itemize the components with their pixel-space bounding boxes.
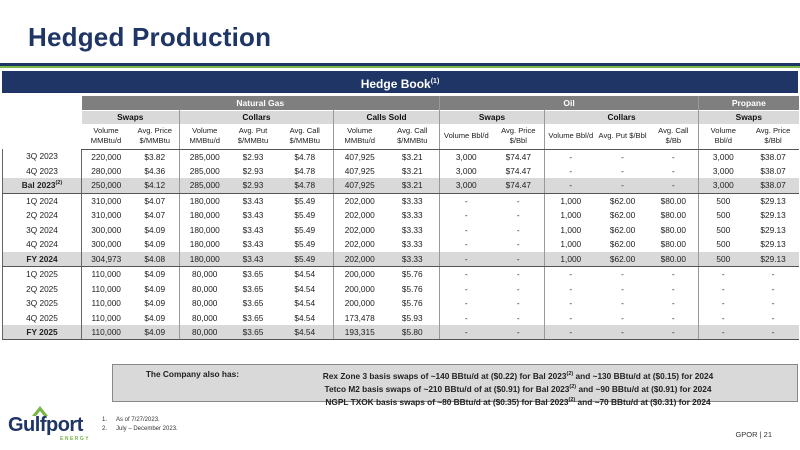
logo-subtitle: ENERGY (60, 436, 91, 442)
table-cell: $29.13 (760, 239, 786, 250)
table-cell: $3.43 (230, 252, 277, 267)
table-cell: 407,925 (344, 166, 375, 177)
hedge-book-rows (3, 149, 799, 340)
table-cell: $3.43 (242, 239, 264, 250)
group-natural-gas: Natural Gas (82, 96, 440, 110)
table-cell: $4.54 (277, 267, 334, 282)
table-cell: $4.54 (277, 311, 334, 326)
table-cell: - (440, 325, 493, 340)
table-cell: - (621, 283, 624, 294)
table-cell: - (545, 178, 597, 193)
table-cell: - (440, 252, 493, 267)
table-cell: 110,000 (91, 283, 121, 294)
table-cell: - (464, 312, 468, 323)
table-row (3, 311, 799, 326)
table-cell: $2.93 (242, 151, 264, 162)
table-cell: $29.13 (760, 195, 786, 206)
table-cell: - (621, 298, 624, 309)
table-cell: - (464, 239, 468, 250)
note-text: NGPL TXOK basis swaps of ~80 BBtu/d at ($0.35) for Bal 2023 (325, 396, 569, 407)
table-cell: - (621, 312, 624, 323)
table-cell: $5.93 (386, 311, 440, 326)
group-oil: Oil (440, 96, 699, 110)
row-label-text: 3Q 2023 (26, 151, 58, 162)
table-cell: $80.00 (649, 252, 699, 267)
table-cell: 500 (716, 224, 731, 235)
table-cell: - (771, 312, 775, 323)
table-cell: - (621, 269, 624, 280)
table-cell: $4.78 (277, 149, 334, 164)
subgroup-gas-collars: Collars (180, 110, 334, 124)
column-header: Avg. Price $/MMBtu (131, 124, 180, 149)
table-cell: 180,000 (189, 210, 220, 221)
table-cell: 1,000 (560, 224, 582, 235)
table-cell: - (493, 193, 545, 208)
table-cell: - (569, 166, 573, 177)
row-label (3, 267, 82, 282)
group-propane: Propane (699, 96, 799, 110)
table-cell: 500 (716, 239, 731, 250)
table-cell: 300,000 (91, 224, 122, 235)
column-header: Volume MMBtu/d (334, 124, 386, 149)
table-row (3, 208, 799, 223)
row-label (3, 193, 82, 208)
row-label-text: FY 2024 (26, 253, 58, 264)
column-header: Avg. Call $/Bb (649, 124, 699, 149)
table-cell: $62.00 (609, 239, 636, 250)
footnote (102, 425, 178, 434)
subgroup-oil-collars: Collars (545, 110, 699, 124)
table-cell: - (649, 296, 699, 311)
table-cell: 300,000 (91, 239, 122, 250)
table-cell: $38.07 (760, 166, 786, 177)
table-cell: 202,000 (344, 210, 375, 221)
table-cell: - (721, 269, 725, 280)
table-cell: - (597, 178, 649, 193)
table-cell: 200,000 (344, 298, 375, 309)
table-cell: 3,000 (712, 151, 734, 162)
flame-icon (30, 405, 50, 417)
table-cell: - (464, 269, 468, 280)
column-header: Avg. Put $/Bbl (597, 124, 649, 149)
table-cell: - (493, 311, 545, 326)
table-row (3, 296, 799, 311)
table-cell: - (649, 164, 699, 179)
table-subgroup-header-row (3, 110, 799, 124)
table-cell: - (649, 325, 699, 340)
table-cell: $4.09 (131, 222, 180, 237)
table-cell: 80,000 (192, 283, 218, 294)
table-cell: 3,000 (455, 151, 477, 162)
table-cell: $5.49 (277, 193, 334, 208)
table-cell: 180,000 (189, 195, 220, 206)
table-cell: - (721, 283, 725, 294)
table-cell: 80,000 (192, 312, 218, 323)
row-label (3, 149, 82, 164)
table-cell: $80.00 (649, 222, 699, 237)
table-cell: 1,000 (560, 195, 582, 206)
column-header: Avg. Price $/Bbl (748, 124, 799, 149)
note-line (243, 369, 793, 382)
hedge-book-table (2, 96, 799, 340)
table-cell: $38.07 (760, 151, 786, 162)
table-cell: $80.00 (649, 237, 699, 252)
table-cell: 1,000 (560, 210, 582, 221)
row-label (3, 164, 82, 179)
note-line (243, 382, 793, 395)
table-row (3, 222, 799, 237)
subgroup-oil-swaps: Swaps (440, 110, 545, 124)
hedge-book-banner (2, 71, 798, 93)
table-cell: 407,925 (344, 151, 375, 162)
table-cell: $5.76 (386, 296, 440, 311)
table-cell: $3.33 (386, 237, 440, 252)
footnote-number: 1. (102, 417, 108, 423)
table-cell: $74.47 (493, 149, 545, 164)
table-cell: - (569, 283, 573, 294)
column-header: Volume Bbl/d (545, 124, 597, 149)
table-cell: - (569, 151, 573, 162)
row-label (3, 222, 82, 237)
table-cell: $62.00 (609, 195, 636, 206)
column-header: Avg. Price $/Bbl (493, 124, 545, 149)
basis-swaps-note (112, 364, 798, 407)
table-cell: - (649, 149, 699, 164)
column-header: Avg. Put $/MMBtu (230, 124, 277, 149)
table-cell: 304,973 (82, 252, 131, 267)
table-row (3, 237, 799, 252)
column-header: Avg. Call $/MMBtu (277, 124, 334, 149)
row-footnote-ref: (2) (55, 180, 63, 187)
gulfport-logo (8, 414, 91, 442)
table-cell: $5.49 (277, 222, 334, 237)
table-cell: 407,925 (334, 178, 386, 193)
table-cell: 310,000 (91, 195, 122, 206)
table-cell: 220,000 (91, 151, 122, 162)
table-cell: $4.54 (277, 281, 334, 296)
table-cell: 3,000 (440, 178, 493, 193)
table-cell: - (771, 269, 775, 280)
row-label (3, 237, 82, 252)
table-cell: $3.33 (386, 208, 440, 223)
table-cell: $3.43 (242, 210, 264, 221)
row-label (3, 178, 82, 193)
table-cell: $3.43 (242, 224, 264, 235)
row-label (3, 208, 82, 223)
table-cell: - (771, 283, 775, 294)
table-cell: $5.76 (386, 267, 440, 282)
table-cell: 110,000 (91, 312, 121, 323)
column-header: Volume MMBtu/d (82, 124, 131, 149)
table-cell: $3.65 (242, 283, 264, 294)
hedge-book-footnote-ref: (1) (430, 78, 440, 85)
footnote (102, 416, 178, 425)
table-cell: - (649, 281, 699, 296)
note-text: and ~70 BBtu/d at ($0.31) for 2024 (575, 396, 711, 407)
table-cell: 173,478 (344, 312, 375, 323)
column-header: Avg. Call $/MMBtu (386, 124, 440, 149)
table-cell: - (569, 298, 573, 309)
subgroup-gas-swaps: Swaps (82, 110, 180, 124)
row-label (3, 252, 82, 267)
table-cell: $5.49 (277, 252, 334, 267)
hedge-book-label: Hedge Book (360, 77, 431, 91)
table-row (3, 149, 799, 164)
table-cell: $3.65 (242, 298, 264, 309)
table-cell: $4.12 (131, 178, 180, 193)
subgroup-gas-calls-sold: Calls Sold (334, 110, 440, 124)
table-cell: $3.21 (386, 164, 440, 179)
table-cell: $4.08 (131, 252, 180, 267)
table-cell: - (545, 325, 597, 340)
table-cell: $4.09 (131, 296, 180, 311)
table-cell: $4.09 (131, 237, 180, 252)
table-cell: 1,000 (545, 252, 597, 267)
row-label (3, 296, 82, 311)
table-cell: - (464, 210, 468, 221)
table-cell: - (699, 325, 748, 340)
table-cell: $4.36 (131, 164, 180, 179)
table-cell: $62.00 (597, 252, 649, 267)
table-cell: $38.07 (748, 178, 799, 193)
table-cell: $3.43 (242, 195, 264, 206)
table-cell: 500 (716, 210, 731, 221)
table-cell: $74.47 (493, 164, 545, 179)
table-cell: $4.07 (131, 193, 180, 208)
row-label (3, 281, 82, 296)
table-cell: - (748, 325, 799, 340)
table-row (3, 164, 799, 179)
table-cell: 202,000 (344, 195, 375, 206)
table-cell: $3.82 (131, 149, 180, 164)
table-cell: 285,000 (189, 151, 220, 162)
page-title: Hedged Production (28, 22, 272, 52)
table-cell: 110,000 (82, 325, 131, 340)
table-cell: $4.09 (131, 267, 180, 282)
table-cell: $5.80 (386, 325, 440, 340)
table-cell: - (493, 281, 545, 296)
row-label-text: 4Q 2023 (26, 166, 58, 177)
logo-wordmark: Gulfport (8, 414, 83, 436)
table-cell: $2.93 (230, 178, 277, 193)
column-header: Volume MMBtu/d (180, 124, 230, 149)
table-total-row (3, 178, 799, 193)
footnote-text: As of 7/27/2023. (116, 417, 160, 423)
table-cell: $74.47 (493, 178, 545, 193)
row-label-text: 1Q 2025 (26, 269, 58, 280)
table-cell: 180,000 (189, 224, 220, 235)
table-cell: $4.09 (131, 325, 180, 340)
table-cell: - (493, 325, 545, 340)
table-cell: $3.33 (386, 193, 440, 208)
table-cell: $80.00 (649, 208, 699, 223)
table-cell: $3.65 (230, 325, 277, 340)
table-cell: - (464, 283, 468, 294)
table-cell: - (569, 312, 573, 323)
table-cell: $4.54 (277, 325, 334, 340)
table-cell: 200,000 (344, 269, 375, 280)
table-cell: 310,000 (91, 210, 122, 221)
table-cell: 285,000 (189, 166, 220, 177)
table-row (3, 193, 799, 208)
table-cell: $5.76 (386, 281, 440, 296)
table-cell: 193,315 (334, 325, 386, 340)
note-footnote-ref: (2) (566, 371, 574, 377)
note-text: Rex Zone 3 basis swaps of ~140 BBtu/d at ($0.22) for Bal 2023 (322, 370, 567, 381)
row-label-text: 3Q 2024 (26, 224, 58, 235)
table-column-header-row (3, 124, 799, 149)
table-cell: $4.09 (131, 311, 180, 326)
table-cell: - (464, 298, 468, 309)
row-label-text: 2Q 2025 (26, 283, 58, 294)
table-cell: $4.78 (277, 178, 334, 193)
table-cell: - (597, 325, 649, 340)
table-cell: - (493, 296, 545, 311)
table-cell: $3.33 (386, 222, 440, 237)
table-cell: 3,000 (712, 166, 734, 177)
table-row (3, 281, 799, 296)
table-cell: - (493, 222, 545, 237)
table-cell: $3.21 (386, 178, 440, 193)
subgroup-propane-swaps: Swaps (699, 110, 799, 124)
table-cell: - (569, 269, 573, 280)
table-cell: $4.09 (131, 281, 180, 296)
table-cell: - (649, 267, 699, 282)
table-cell: - (771, 298, 775, 309)
table-cell: $62.00 (609, 224, 636, 235)
row-label-text: 2Q 2024 (26, 210, 58, 221)
table-cell: 202,000 (344, 224, 375, 235)
table-cell: 80,000 (180, 325, 230, 340)
note-line (243, 395, 793, 408)
table-cell: $80.00 (649, 193, 699, 208)
table-cell: - (493, 252, 545, 267)
footnote-text: July – December 2023. (116, 426, 178, 432)
table-cell: $4.54 (277, 296, 334, 311)
table-cell: $3.33 (386, 252, 440, 267)
table-cell: - (621, 151, 624, 162)
table-cell: 3,000 (455, 166, 477, 177)
row-label-text: 1Q 2024 (26, 195, 58, 206)
table-row (3, 267, 799, 282)
table-cell: $2.93 (242, 166, 264, 177)
row-label-text: 3Q 2025 (26, 298, 58, 309)
table-cell: - (721, 312, 725, 323)
table-cell: 110,000 (91, 298, 121, 309)
note-text: and ~130 BBtu/d at ($0.15) for 2024 (573, 370, 714, 381)
table-cell: 500 (699, 252, 748, 267)
table-cell: $4.78 (277, 164, 334, 179)
column-header: Volume Bbl/d (440, 124, 493, 149)
table-cell: 3,000 (699, 178, 748, 193)
note-lines (243, 369, 793, 407)
row-label-text: FY 2025 (26, 327, 58, 338)
page-number: GPOR | 21 (735, 430, 772, 439)
table-total-row (3, 325, 799, 340)
table-cell: $5.49 (277, 208, 334, 223)
table-cell: $4.07 (131, 208, 180, 223)
table-cell: 200,000 (344, 283, 375, 294)
table-cell: 280,000 (91, 166, 122, 177)
table-cell: 80,000 (192, 298, 218, 309)
table-group-header-row (3, 96, 799, 110)
table-total-row (3, 252, 799, 267)
table-cell: 1,000 (560, 239, 582, 250)
table-cell: $3.21 (386, 149, 440, 164)
row-label-text: 4Q 2025 (26, 312, 58, 323)
table-cell: - (649, 178, 699, 193)
table-cell: $62.00 (609, 210, 636, 221)
footnote-number: 2. (102, 426, 108, 432)
table-cell: - (621, 166, 624, 177)
table-cell: 110,000 (91, 269, 121, 280)
table-cell: - (464, 195, 468, 206)
table-cell: $3.65 (242, 269, 264, 280)
note-text: and ~90 BBtu/d at ($0.91) for 2024 (576, 383, 712, 394)
table-cell: 202,000 (344, 239, 375, 250)
column-header: Volume Bbl/d (699, 124, 748, 149)
table-cell: $5.49 (277, 237, 334, 252)
row-label (3, 311, 82, 326)
table-cell: 180,000 (180, 252, 230, 267)
table-cell: 202,000 (334, 252, 386, 267)
footnotes (102, 416, 178, 434)
title-divider-accent (0, 66, 800, 68)
table-cell: 500 (716, 195, 731, 206)
table-cell: $3.65 (242, 312, 264, 323)
table-cell: - (649, 311, 699, 326)
row-label-text: 4Q 2024 (26, 239, 58, 250)
table-cell: 250,000 (82, 178, 131, 193)
table-cell: 80,000 (192, 269, 218, 280)
table-cell: - (464, 224, 468, 235)
note-label: The Company also has: (145, 369, 239, 379)
table-cell: $29.13 (760, 224, 786, 235)
table-cell: - (493, 237, 545, 252)
table-cell: - (493, 267, 545, 282)
table-cell: 180,000 (189, 239, 220, 250)
row-label (3, 325, 82, 340)
note-footnote-ref: (2) (568, 396, 576, 403)
row-label-text: Bal 2023 (21, 180, 56, 191)
note-footnote-ref: (2) (569, 383, 577, 390)
table-cell: $29.13 (748, 252, 799, 267)
note-text: Tetco M2 basis swaps of ~210 BBtu/d of at ($0.91) for Bal 2023 (324, 383, 570, 394)
table-cell: $29.13 (760, 210, 786, 221)
table-cell: 285,000 (180, 178, 230, 193)
table-cell: - (493, 208, 545, 223)
table-cell: - (721, 298, 725, 309)
